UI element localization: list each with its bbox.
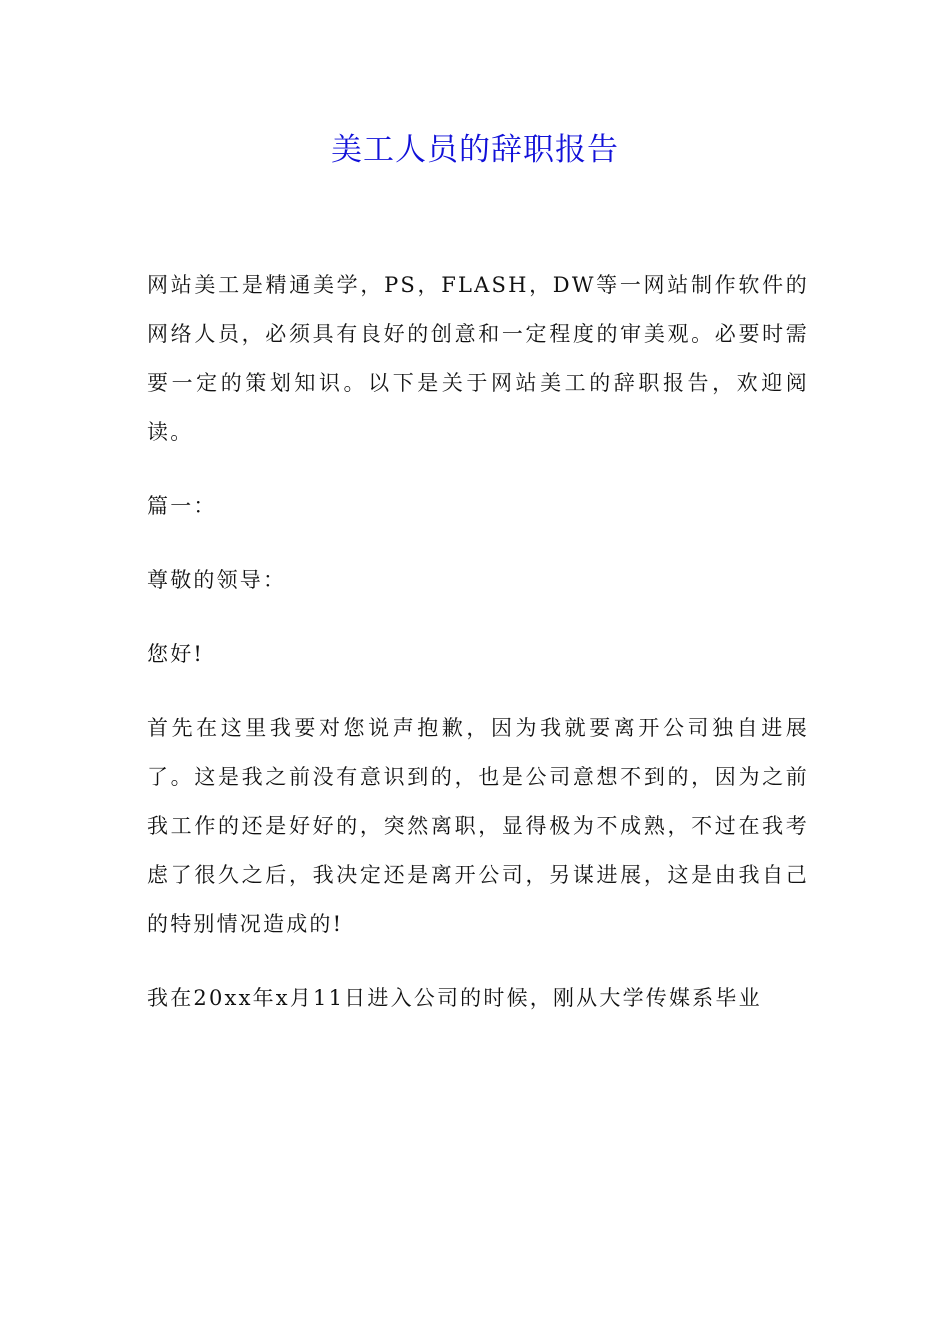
section-heading: 篇一： (147, 494, 217, 518)
body-paragraph: 首先在这里我要对您说声抱歉，因为我就要离开公司独自进展了。这是我之前没有意识到的，也是公司意想不到的，因为之前我工作的还是好好的，突然离职，显得极为不成熟，不过在我考虑了很久之后，我决定还是离开公司，另谋进展，这是由我自己的特别情况造成的! (147, 716, 809, 936)
body-paragraph-cont: 我在20xx年x月11日进入公司的时候，刚从大学传媒系毕业 (147, 986, 762, 1010)
document-title: 美工人员的辞职报告 (331, 132, 619, 168)
intro-paragraph: 网站美工是精通美学，PS，FLASH，DW等一网站制作软件的网络人员，必须具有良好的创意和一定程度的审美观。必要时需要一定的策划知识。以下是关于网站美工的辞职报告，欢迎阅读。 (147, 273, 809, 444)
document-body (147, 261, 809, 1023)
salutation: 尊敬的领导： (147, 568, 287, 592)
greeting: 您好! (147, 642, 205, 666)
